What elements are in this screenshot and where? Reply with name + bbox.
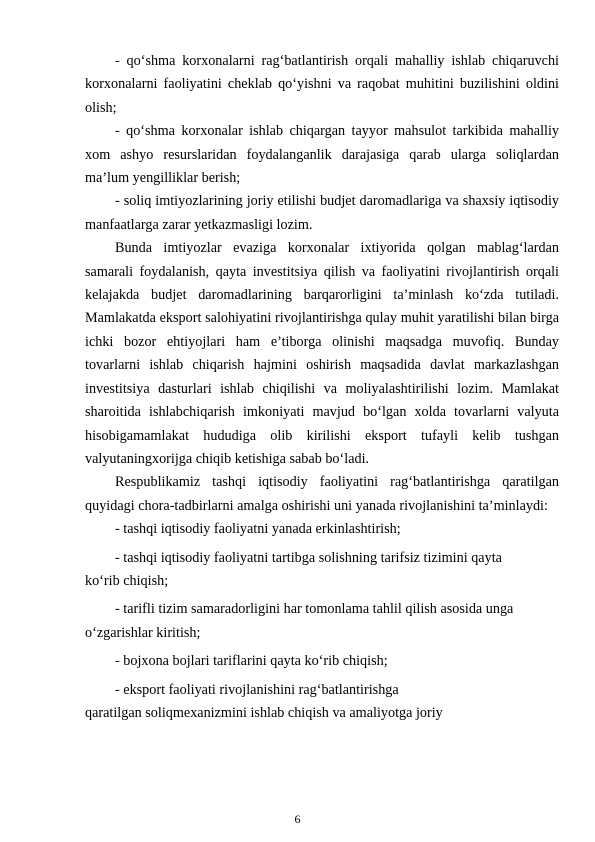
list-item-line-1: - eksport faoliyati rivojlanishini rag‘batlantirishga (115, 681, 399, 698)
list-item: - bojxona bojlari tariflarini qayta ko‘rib chiqish; (115, 653, 388, 670)
list-item: - tarifli tizim samaradorligini har tomonlama tahlil qilish asosida unga o‘zgarishlar kiritish; (85, 601, 514, 641)
paragraph-3: - soliq imtiyozlarining joriy etilishi budjet daromadlariga va shaxsiy iqtisodiy manfaatlarga zarar yetkazmasligi lozim. (85, 193, 559, 233)
paragraph-1: - qo‘shma korxonalarni rag‘batlantirish orqali mahalliy ishlab chiqaruvchi korxonalarni faoliyatini cheklab qo‘yishni va raqobat muhitini buzilishini oldini olish; (85, 53, 559, 116)
document-body (85, 50, 559, 725)
paragraph-6: - tashqi iqtisodiy faoliyatni yanada erkinlashtirish; (115, 521, 401, 538)
list-item: - tashqi iqtisodiy faoliyatni tartibga solishning tarifsiz tizimini qayta ko‘rib chiqish; (85, 549, 502, 589)
list-item-line-2: qaratilgan soliqmexanizmini ishlab chiqish va amaliyotga joriy (85, 704, 443, 721)
page-number: 6 (294, 812, 301, 826)
paragraph-5: Respublikamiz tashqi iqtisodiy faoliyatini rag‘batlantirishga qaratilgan quyidagi chora-tadbirlarni amalga oshirishi uni yanada rivojlanishini ta’minlaydi: (85, 474, 559, 514)
paragraph-4: Bunda imtiyozlar evaziga korxonalar ixtiyorida qolgan mablag‘lardan samarali foydalanish, qayta investitsiya qilish va faoliyatini rivojlantirish orqali kelajakda budjet daromadlarining barqarorligini ta’minlash ko‘zda tutiladi. Mamlakatda eksport salohiyatini rivojlantirishga qulay muhit yaratilishi bilan birga ichki bozor ehtiyojlari ham e’tiborga olinishi maqsadga muvofiq. Bunday tovarlarni ishlab chiqarish hajmini oshirish maqsadida davlat markazlashgan investitsiya dasturlari ishlab chiqilishi va moliyalashtirilishi lozim. Mamlakat sharoitida ishlabchiqarish imkoniyati mavjud bo‘lgan xolda tovarlarni valyuta hisobigamamlakat hududiga olib kirilishi eksport tufayli kelib tushgan valyutaningxorijga chiqib ketishiga sabab bo‘ladi. (85, 240, 559, 467)
paragraph-2: - qo‘shma korxonalar ishlab chiqargan tayyor mahsulot tarkibida mahalliy xom ashyo resurslaridan foydalanganlik darajasiga qarab ularga soliqlardan ma’lum yengilliklar berish; (85, 123, 559, 187)
